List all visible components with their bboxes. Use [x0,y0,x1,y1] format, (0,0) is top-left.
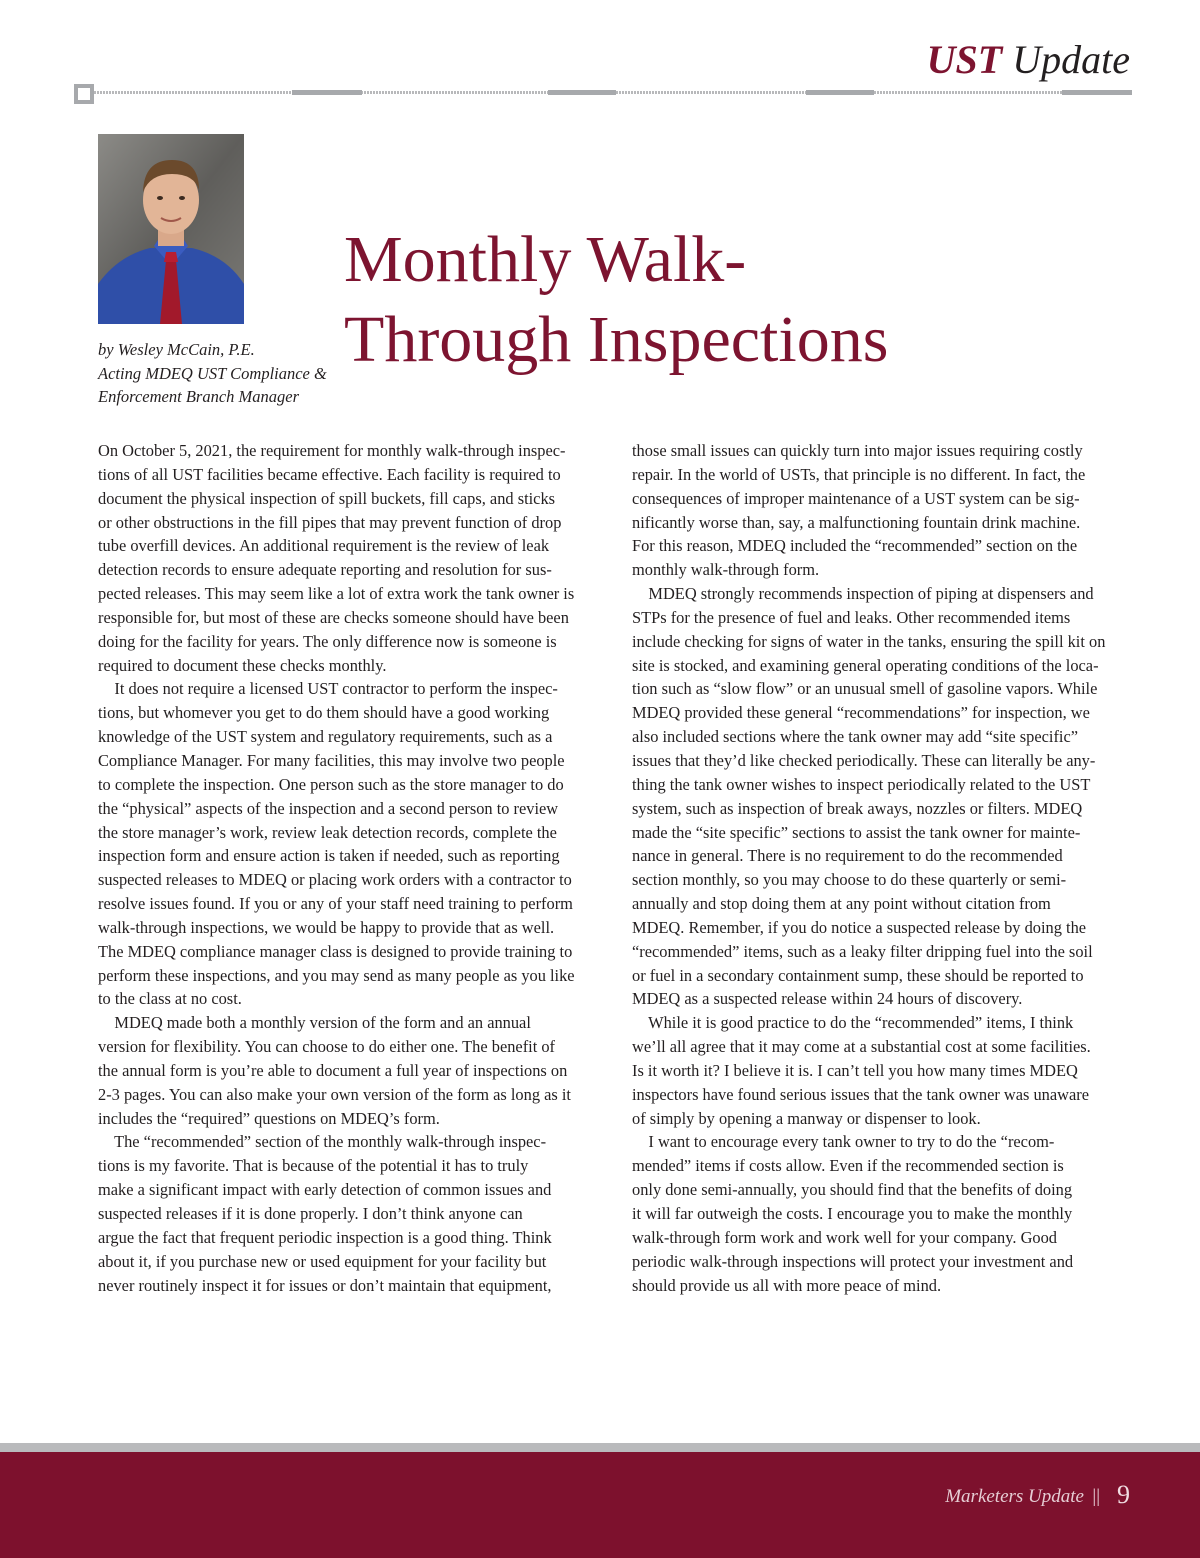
article-text-line: suspected releases if it is done properly. I don’t think anyone can [98,1204,523,1223]
header-rule-marker [74,84,94,104]
article-text-line: include checking for signs of water in the tanks, ensuring the spill kit on [632,631,1106,651]
article-text-line: 2-3 pages. You can also make your own version of the form as long as it [98,1084,571,1104]
author-portrait-photo [98,134,244,324]
article-text-line: annually and stop doing them at any point without citation from [632,894,1051,914]
article-text-line: inspection form and ensure action is taken if needed, such as reporting [98,846,560,866]
article-text-line: nificantly worse than, say, a malfunctioning fountain drink machine. [632,512,1081,532]
article-text-line: issues that they’d like checked periodically. These can literally be any- [632,750,1096,770]
article-column-right [632,439,1132,1297]
article-text-line: or fuel in a secondary containment sump, these should be reported to [632,965,1084,985]
article-text-line: tions of all UST facilities became effective. Each facility is required to [98,464,561,484]
article-text-line: resolve issues found. If you or any of your staff need training to perform [98,894,573,914]
headline-line: Monthly Walk- [344,223,747,296]
article-headline [344,220,1144,380]
article-text-line: periodic walk-through inspections will protect your investment and [632,1251,1074,1271]
article-text-line: For this reason, MDEQ included the “recommended” section on the [632,536,1078,556]
article-text-line: nance in general. There is no requirement to do the recommended [632,846,1063,866]
article-text-line: it will far outweigh the costs. I encourage you to make the monthly [632,1204,1073,1223]
article-text-line: never routinely inspect it for issues or don’t maintain that equipment, [98,1275,552,1295]
article-text-line: pected releases. This may seem like a lot of extra work the tank owner is [98,584,575,604]
article-text-line: mended” items if costs allow. Even if the recommended section is [632,1156,1064,1176]
article-text-line: only done semi-annually, you should find that the benefits of doing [632,1180,1073,1200]
article-text-line: responsible for, but most of these are checks someone should have been [98,607,569,627]
article-text-line: While it is good practice to do the “recommended” items, I think [632,1013,1074,1033]
section-title-brand: UST [926,37,1003,82]
article-text-line: also included sections where the tank owner may add “site specific” [632,727,1079,747]
footer-gray-strip [0,1443,1200,1452]
article-text-line: walk-through inspections, we would be happy to provide that as well. [98,917,555,937]
article-text-line: suspected releases to MDEQ or placing work orders with a contractor to [98,870,572,890]
header-rule-segment [292,90,362,95]
article-text-line: STPs for the presence of fuel and leaks. Other recommended items [632,607,1071,627]
headline-line: Through Inspections [344,303,889,376]
article-text-line: those small issues can quickly turn into major issues requiring costly [632,441,1083,460]
article-text-line: document the physical inspection of spill buckets, fill caps, and sticks [98,488,556,508]
header-rule-segment [1062,90,1132,95]
header-rule-segment [806,90,874,95]
article-text-line: MDEQ as a suspected release within 24 hours of discovery. [632,989,1023,1009]
article-text-line: doing for the facility for years. The only difference now is someone is [98,631,557,651]
article-text-line: repair. In the world of USTs, that principle is no different. In fact, the [632,464,1086,484]
footer-publication-name: Marketers Update [945,1486,1084,1507]
header-rule-segment [548,90,616,95]
article-text-line: I want to encourage every tank owner to try to do the “recom- [632,1132,1055,1152]
footer-separator: || [1092,1486,1100,1507]
article-text-line: detection records to ensure adequate reporting and resolution for sus- [98,560,552,580]
article-text-line: the annual form is you’re able to document a full year of inspections on [98,1060,568,1080]
footer-page-number: 9 [1117,1480,1130,1509]
section-title-word: Update [1012,37,1130,82]
article-text-line: make a significant impact with early detection of common issues and [98,1180,552,1200]
article-text-line: walk-through form work and work well for your company. Good [632,1227,1057,1247]
article-text-line: monthly walk-through form. [632,560,820,580]
article-column-left [98,439,598,1297]
article-text-line: includes the “required” questions on MDEQ’s form. [98,1108,440,1128]
article-text-line: Is it worth it? I believe it is. I can’t tell you how many times MDEQ [632,1060,1078,1080]
section-title [927,36,1130,83]
article-text-line: tion such as “slow flow” or an unusual smell of gasoline vapors. While [632,679,1098,699]
article-text-line: It does not require a licensed UST contractor to perform the inspec- [98,679,558,699]
article-text-line: MDEQ strongly recommends inspection of piping at dispensers and [632,584,1094,604]
byline-line: Enforcement Branch Manager [98,387,300,406]
article-text-line: about it, if you purchase new or used equipment for your facility but [98,1251,547,1271]
article-text-line: to complete the inspection. One person such as the store manager to do [98,774,564,794]
article-text-line: The MDEQ compliance manager class is designed to provide training to [98,941,573,961]
byline-line: Acting MDEQ UST Compliance & [98,363,327,383]
article-text-line: “recommended” items, such as a leaky filter dripping fuel into the soil [632,941,1093,961]
article-text-line: thing the tank owner wishes to inspect periodically related to the UST [632,774,1091,794]
author-byline [98,338,348,409]
article-text-line: required to document these checks monthly. [98,655,387,675]
article-text-line: Compliance Manager. For many facilities, this may involve two people [98,750,565,770]
article-text-line: inspectors have found serious issues that the tank owner was unaware [632,1084,1089,1104]
article-text-line: perform these inspections, and you may send as many people as you like [98,965,575,985]
article-text-line: tions is my favorite. That is because of the potential it has to truly [98,1156,529,1176]
article-text-line: MDEQ provided these general “recommendations” for inspection, we [632,703,1090,723]
article-text-line: On October 5, 2021, the requirement for monthly walk-through inspec- [98,441,566,460]
article-text-line: consequences of improper maintenance of a UST system can be sig- [632,488,1080,508]
article-text-line: should provide us all with more peace of mind. [632,1275,942,1295]
article-text-line: or other obstructions in the fill pipes that may prevent function of drop [98,512,562,532]
article-text-line: the store manager’s work, review leak detection records, complete the [98,822,557,842]
article-text-line: MDEQ made both a monthly version of the form and an annual [98,1013,531,1033]
article-text-line: knowledge of the UST system and regulatory requirements, such as a [98,727,553,747]
article-text-line: MDEQ. Remember, if you do notice a suspected release by doing the [632,917,1087,937]
article-text-line: tions, but whomever you get to do them should have a good working [98,703,550,723]
article-text-line: tube overfill devices. An additional requirement is the review of leak [98,536,550,556]
article-text-line: of simply by opening a manway or dispenser to look. [632,1108,981,1128]
article-text-line: section monthly, so you may choose to do these quarterly or semi- [632,870,1067,890]
article-text-line: made the “site specific” sections to assist the tank owner for mainte- [632,822,1081,842]
article-text-line: system, such as inspection of break aways, nozzles or filters. MDEQ [632,798,1083,818]
article-text-line: the “physical” aspects of the inspection and a second person to review [98,798,559,818]
article-text-line: version for flexibility. You can choose to do either one. The benefit of [98,1037,556,1057]
article-text-line: we’ll all agree that it may come at a substantial cost at some facilities. [632,1037,1091,1057]
byline-line: by Wesley McCain, P.E. [98,340,255,359]
article-text-line: site is stocked, and examining general operating conditions of the loca- [632,655,1099,675]
article-text-line: argue the fact that frequent periodic inspection is a good thing. Think [98,1227,552,1247]
article-text-line: to the class at no cost. [98,989,242,1009]
article-text-line: The “recommended” section of the monthly walk-through inspec- [98,1132,547,1152]
